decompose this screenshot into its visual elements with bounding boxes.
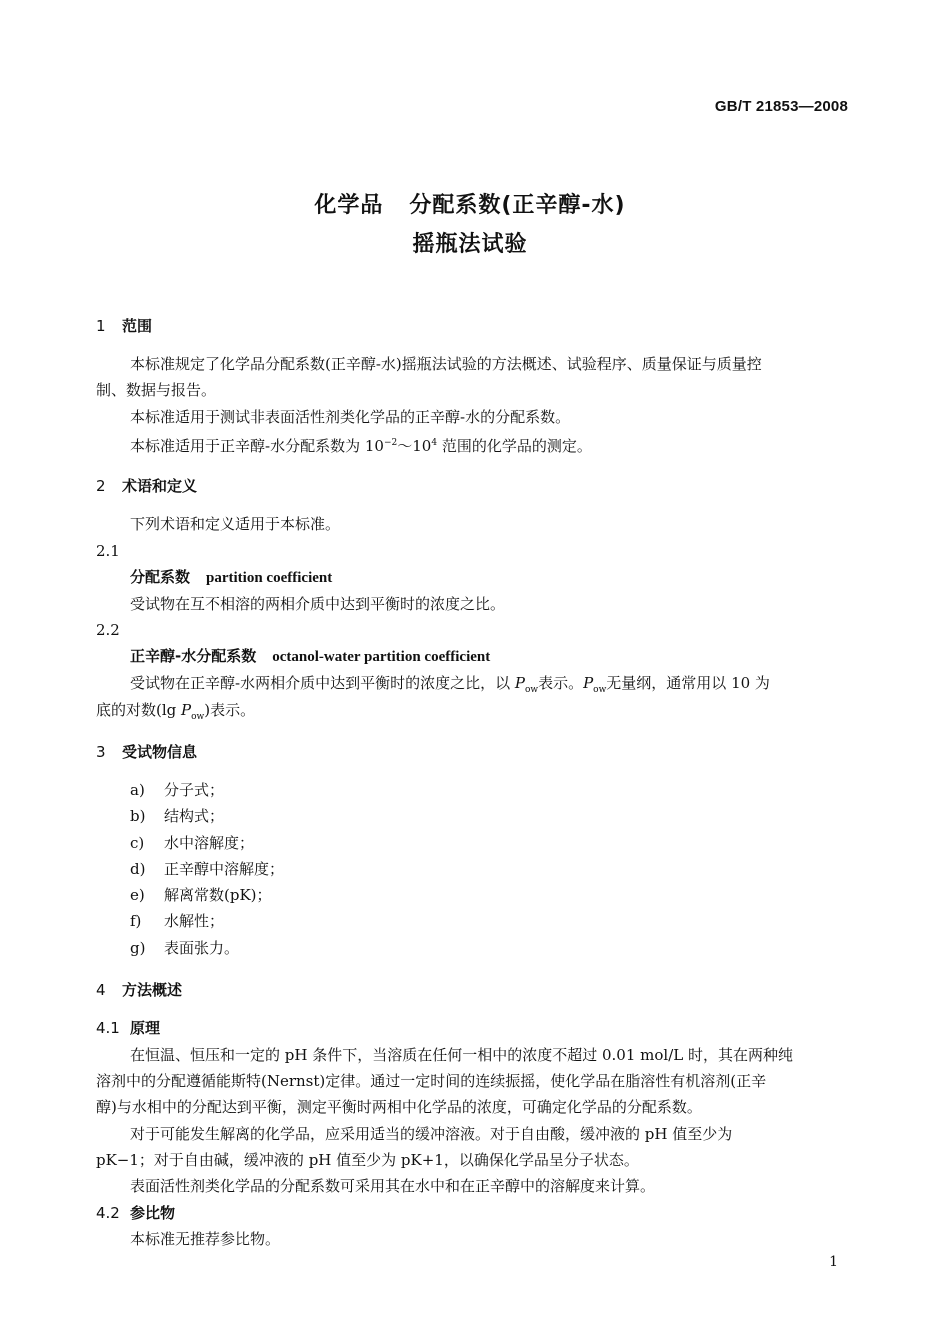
term-2-2: 正辛醇-水分配系数 octanol-water partition coefficient bbox=[130, 647, 491, 665]
subsection-4-1-heading: 4.1 原理 bbox=[96, 1019, 161, 1037]
title-part2: 分配系数(正辛醇-水) bbox=[409, 193, 626, 218]
document-title-line1 bbox=[0, 188, 940, 219]
term-2-2-number: 2.2 bbox=[96, 621, 120, 639]
list-item: f) 水解性； bbox=[130, 912, 225, 930]
s1-paragraph-2: 本标准适用于测试非表面活性剂类化学品的正辛醇-水的分配系数。 bbox=[130, 408, 571, 426]
list-item: e) 解离常数(pK)； bbox=[130, 886, 272, 904]
s2-intro: 下列术语和定义适用于本标准。 bbox=[130, 515, 341, 533]
term-2-1-number: 2.1 bbox=[96, 542, 120, 560]
list-item: d) 正辛醇中溶解度； bbox=[130, 860, 285, 878]
s4-1-paragraph-1-line3: 醇)与水相中的分配达到平衡，测定平衡时两相中化学品的浓度，可确定化学品的分配系数。 bbox=[96, 1098, 702, 1116]
s1-paragraph-3: 本标准适用于正辛醇-水分配系数为 $10^{-2}\sim 10^4$ 范围的化学品的测定。 bbox=[130, 437, 592, 455]
title-part1: 化学品 bbox=[314, 193, 384, 218]
list-item: a) 分子式； bbox=[130, 781, 225, 799]
term-2-2-definition-line2: 底的对数(lg $P_{ow}$)表示。 bbox=[96, 701, 256, 722]
s1-paragraph-1-line2: 制、数据与报告。 bbox=[96, 381, 217, 399]
s1-paragraph-1-line1: 本标准规定了化学品分配系数(正辛醇-水)摇瓶法试验的方法概述、试验程序、质量保证与质量控 bbox=[130, 355, 762, 373]
document-title-line2: 摇瓶法试验 bbox=[412, 232, 528, 257]
term-2-2-definition-line1: 受试物在正辛醇-水两相介质中达到平衡时的浓度之比，以 $P_{ow}$表示。$P_{ow}$无量纲，通常用以 10 为 bbox=[130, 674, 770, 695]
s4-2-paragraph: 本标准无推荐参比物。 bbox=[130, 1230, 281, 1248]
term-2-1-definition: 受试物在互不相溶的两相介质中达到平衡时的浓度之比。 bbox=[130, 595, 506, 613]
term-2-1: 分配系数 partition coefficient bbox=[130, 568, 333, 586]
section-4-heading: 4 方法概述 bbox=[96, 981, 183, 999]
list-item: c) 水中溶解度； bbox=[130, 834, 255, 852]
s4-1-paragraph-1-line1: 在恒温、恒压和一定的 pH 条件下，当溶质在任何一相中的浓度不超过 0.01 mol/L 时，其在两种纯 bbox=[130, 1046, 793, 1064]
s4-1-paragraph-1-line2: 溶剂中的分配遵循能斯特(Nernst)定律。通过一定时间的连续振摇，使化学品在脂溶性有机溶剂(正辛 bbox=[96, 1072, 767, 1090]
section-3-heading: 3 受试物信息 bbox=[96, 743, 198, 761]
s4-1-paragraph-3: 表面活性剂类化学品的分配系数可采用其在水中和在正辛醇中的溶解度来计算。 bbox=[130, 1177, 656, 1195]
s4-1-paragraph-2-line1: 对于可能发生解离的化学品，应采用适当的缓冲溶液。对于自由酸，缓冲液的 pH 值至少为 bbox=[130, 1125, 733, 1143]
section-2-heading: 2 术语和定义 bbox=[96, 477, 198, 495]
section-1-heading: 1 范围 bbox=[96, 317, 153, 335]
subsection-4-2-heading: 4.2 参比物 bbox=[96, 1204, 176, 1222]
standard-number: GB/T 21853—2008 bbox=[714, 98, 848, 115]
s4-1-paragraph-2-line2: pK−1；对于自由碱，缓冲液的 pH 值至少为 pK+1，以确保化学品呈分子状态。 bbox=[96, 1151, 639, 1169]
list-item: g) 表面张力。 bbox=[130, 939, 240, 957]
page-number: 1 bbox=[829, 1254, 838, 1270]
list-item: b) 结构式； bbox=[130, 807, 225, 825]
